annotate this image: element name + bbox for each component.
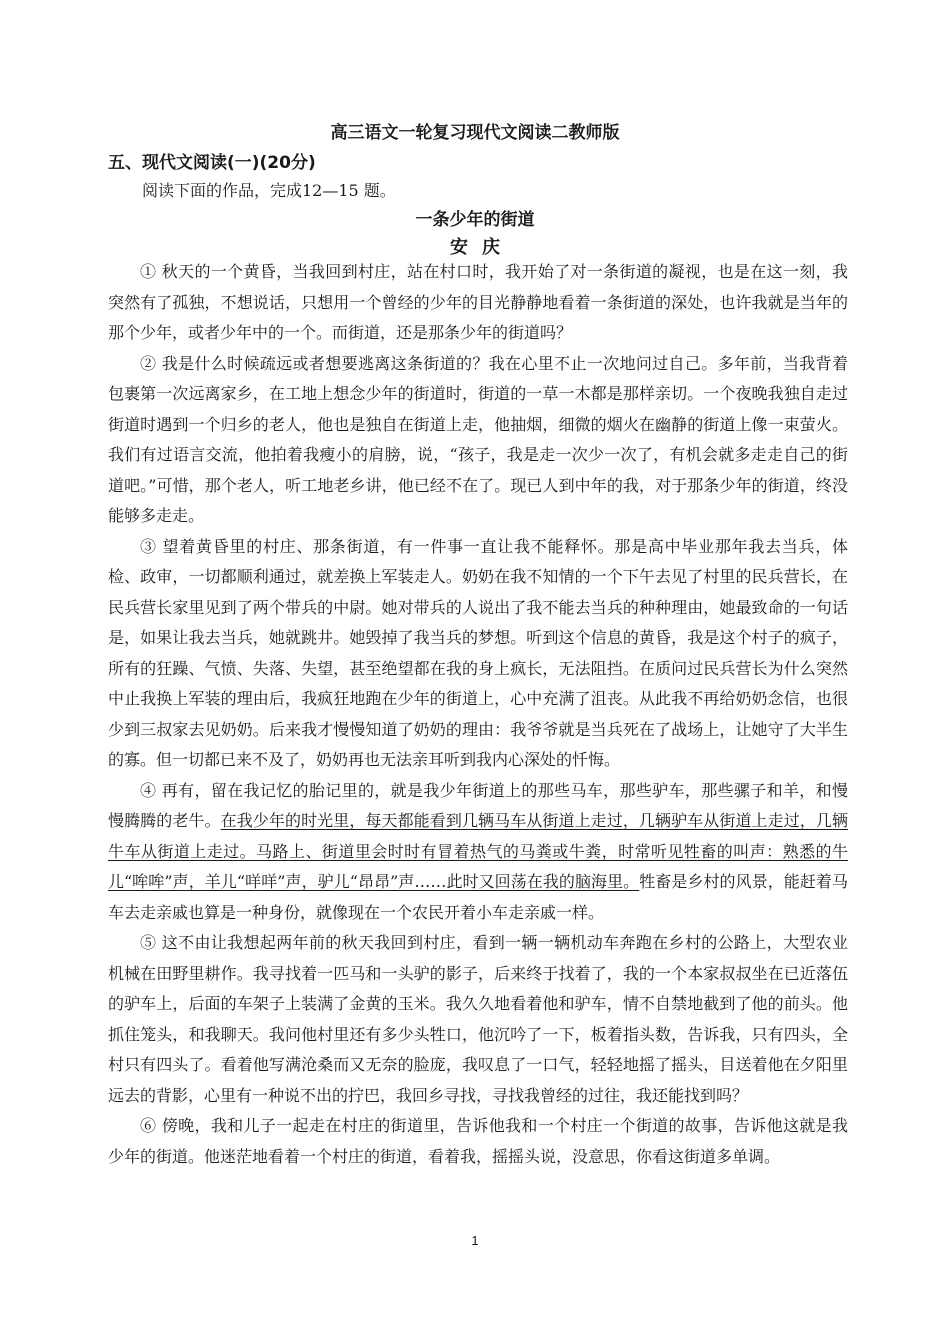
instruction-text: 阅读下面的作品，完成12—15 题。 (142, 181, 396, 200)
page-number: 1 (471, 1233, 479, 1248)
paragraph-4-end: 牲畜是乡村的风景，能赶着马车去走亲戚也算是一种身份，就像现在一个农民开着小车走亲戚一样。 (108, 872, 848, 922)
article-author: 安庆 (450, 237, 514, 258)
paragraph-5: ⑤ 这不由让我想起两年前的秋天我回到村庄，看到一辆一辆机动车奔跑在乡村的公路上，大型农业机械在田野里耕作。我寻找着一匹马和一头驴的影子，后来终于找着了，我的一个本家叔叔坐在已近落伍的驴车上，后面的车架子上装满了金黄的玉米。我久久地看着他和驴车，情不自禁地截到了他的前头。他抓住笼头，和我聊天。我问他村里还有多少头牲口，他沉吟了一下，板着指头数，告诉我，只有四头，全村只有四头了。看着他写满沧桑而又无奈的脸庞，我叹息了一口气，轻轻地摇了摇头，目送着他在夕阳里远去的背影，心里有一种说不出的拧巴，我回乡寻找，寻找我曾经的过往，我还能找到吗？ (108, 933, 848, 1105)
article-body (108, 257, 848, 1172)
paragraph-6: ⑥ 傍晚，我和儿子一起走在村庄的街道里，告诉他我和一个村庄一个街道的故事，告诉他这就是我少年的街道。他迷茫地看着一个村庄的街道，看着我，摇摇头说，没意思，你看这街道多单调。 (108, 1116, 848, 1166)
paragraph-4-intro: ④ 再有，留在我记忆的胎记里的，就是我少年街道上的那些马车，那些驴车，那些骡子和羊，和慢慢腾腾的老牛。 (108, 780, 848, 830)
document-title: 高三语文一轮复习现代文阅读二教师版 (330, 123, 620, 143)
paragraph-3: ③ 望着黄昏里的村庄、那条街道，有一件事一直让我不能释怀。那是高中毕业那年我去当兵，体检、政审，一切都顺利通过，就差换上军装走人。奶奶在我不知情的一个下午去见了村里的民兵营长，在民兵营长家里见到了两个带兵的中尉。她对带兵的人说出了我不能去当兵的种种理由，她最致命的一句话是，如果让我去当兵，她就跳井。她毁掉了我当兵的梦想。听到这个信息的黄昏，我是这个村子的疯子，所有的狂躁、气愤、失落、失望，甚至绝望都在我的身上疯长，无法阻挡。在质问过民兵营长为什么突然中止我换上军装的理由后，我疯狂地跑在少年的街道上，心中充满了沮丧。从此我不再给奶奶念信，也很少到三叔家去见奶奶。后来我才慢慢知道了奶奶的理由：我爷爷就是当兵死在了战场上，让她守了大半生的寡。但一切都已来不及了，奶奶再也无法亲耳听到我内心深处的忏悔。 (108, 536, 848, 769)
paragraph-2: ② 我是什么时候疏远或者想要逃离这条街道的？我在心里不止一次地问过自己。多年前，当我背着包裹第一次远离家乡，在工地上想念少年的街道时，街道的一草一木都是那样亲切。一个夜晚我独自走过街道时遇到一个归乡的老人，他也是独自在街道上走，他抽烟，细微的烟火在幽静的街道上像一束萤火。我们有过语言交流，他拍着我瘦小的肩膀，说，“孩子，我是走一次少一次了，有机会就多走走自己的街道吧。”可惜，那个老人，听工地老乡讲，他已经不在了。现已人到中年的我，对于那条少年的街道，终没能够多走走。 (108, 353, 848, 525)
section-heading: 五、现代文阅读(一)(20分) (108, 153, 316, 173)
paragraph-1: ① 秋天的一个黄昏，当我回到村庄，站在村口时，我开始了对一条街道的凝视，也是在这一刻，我突然有了孤独，不想说话，只想用一个曾经的少年的目光静静地看着一条街道的深处，也许我就是当年的那个少年，或者少年中的一个。而街道，还是那条少年的街道吗？ (108, 262, 848, 342)
paragraph-4 (108, 776, 848, 929)
article-title: 一条少年的街道 (415, 210, 535, 230)
underlined-passage: 在我少年的时光里，每天都能看到几辆马车从街道上走过，几辆驴车从街道上走过，几辆牛车从街道上走过。马路上、街道里会时时有冒着热气的马粪或牛粪，时常听见牲畜的叫声：熟悉的牛儿“哞哞”声，羊儿“咩咩”声，驴儿“昂昂”声……此时又回荡在我的脑海里。 (108, 811, 848, 891)
